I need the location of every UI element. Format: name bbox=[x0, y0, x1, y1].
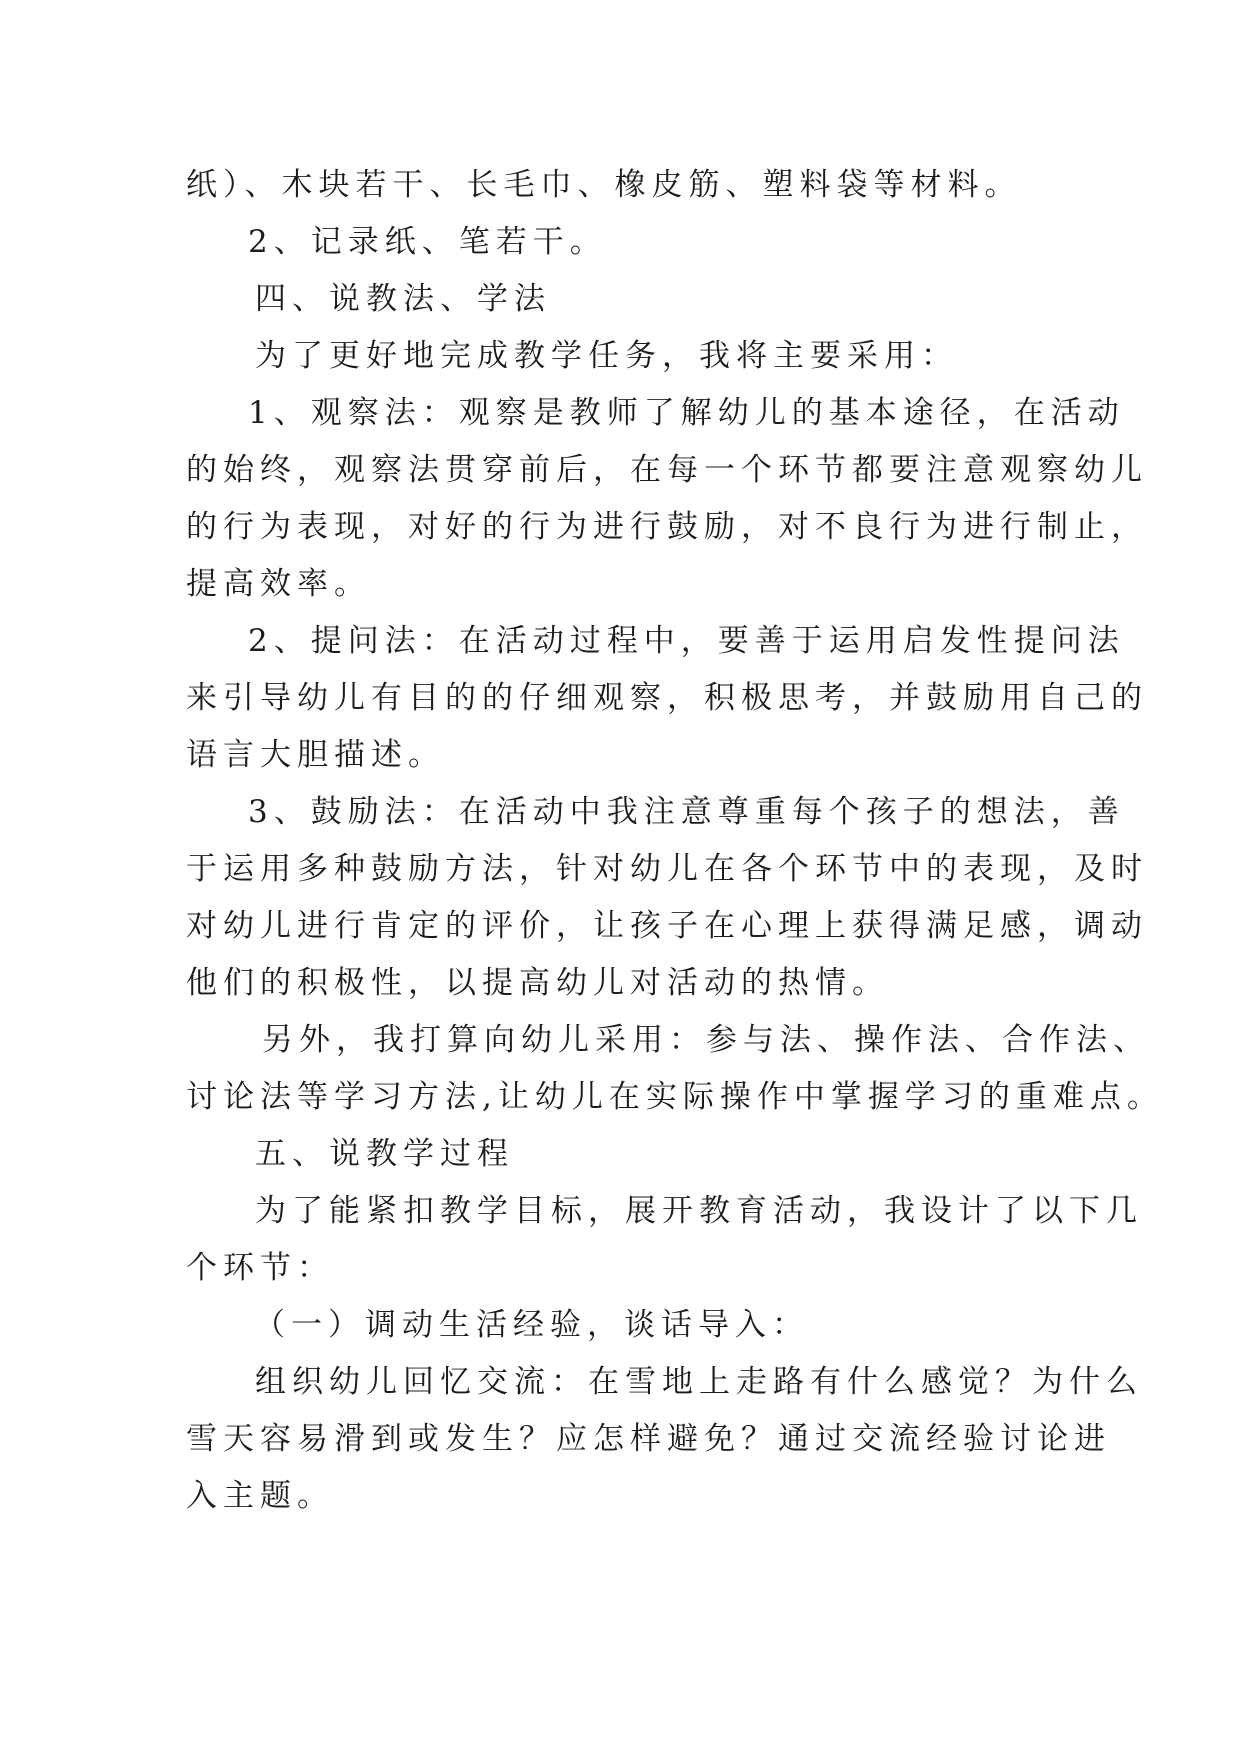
text-line-19: 为了能紧扣教学目标，展开教育活动，我设计了以下几 bbox=[255, 1193, 1143, 1229]
text-line-13: 于运用多种鼓励方法，针对幼儿在各个环节中的表现，及时 bbox=[186, 851, 1148, 887]
text-line-7: 的行为表现，对好的行为进行鼓励，对不良行为进行制止， bbox=[186, 509, 1148, 545]
text-line-12: 3、鼓励法：在活动中我注意尊重每个孩子的想法，善 bbox=[248, 794, 1125, 830]
text-line-15: 他们的积极性，以提高幼儿对活动的热情。 bbox=[186, 965, 889, 1001]
text-line-22: 组织幼儿回忆交流：在雪地上走路有什么感觉？为什么 bbox=[255, 1364, 1143, 1400]
text-line-1: 纸）、木块若干、长毛巾、橡皮筋、塑料袋等材料。 bbox=[186, 167, 1022, 203]
text-line-23: 雪天容易滑到或发生？应怎样避免？通过交流经验讨论进 bbox=[186, 1421, 1111, 1457]
text-line-11: 语言大胆描述。 bbox=[186, 737, 445, 773]
text-line-10: 来引导幼儿有目的的仔细观察，积极思考，并鼓励用自己的 bbox=[186, 680, 1148, 716]
section-heading-four: 四、说教法、学法 bbox=[255, 281, 551, 317]
text-line-6: 的始终，观察法贯穿前后，在每一个环节都要注意观察幼儿 bbox=[186, 452, 1148, 488]
text-line-5: 1、观察法：观察是教师了解幼儿的基本途径，在活动 bbox=[248, 395, 1125, 431]
text-line-17: 讨论法等学习方法,让幼儿在实际操作中掌握学习的重难点。 bbox=[186, 1079, 1164, 1115]
text-line-14: 对幼儿进行肯定的评价，让孩子在心理上获得满足感，调动 bbox=[186, 908, 1148, 944]
section-heading-five: 五、说教学过程 bbox=[255, 1136, 514, 1172]
text-line-9: 2、提问法：在活动过程中，要善于运用启发性提问法 bbox=[248, 623, 1125, 659]
text-line-16: 另外，我打算向幼儿采用：参与法、操作法、合作法、 bbox=[262, 1022, 1150, 1058]
text-line-20: 个环节： bbox=[186, 1250, 334, 1286]
subsection-heading-one: （一）调动生活经验，谈话导入： bbox=[254, 1307, 809, 1343]
text-line-2: 2、记录纸、笔若干。 bbox=[248, 224, 607, 260]
text-line-4: 为了更好地完成教学任务，我将主要采用： bbox=[255, 338, 958, 374]
text-line-24: 入主题。 bbox=[186, 1478, 334, 1514]
text-line-8: 提高效率。 bbox=[186, 566, 371, 602]
